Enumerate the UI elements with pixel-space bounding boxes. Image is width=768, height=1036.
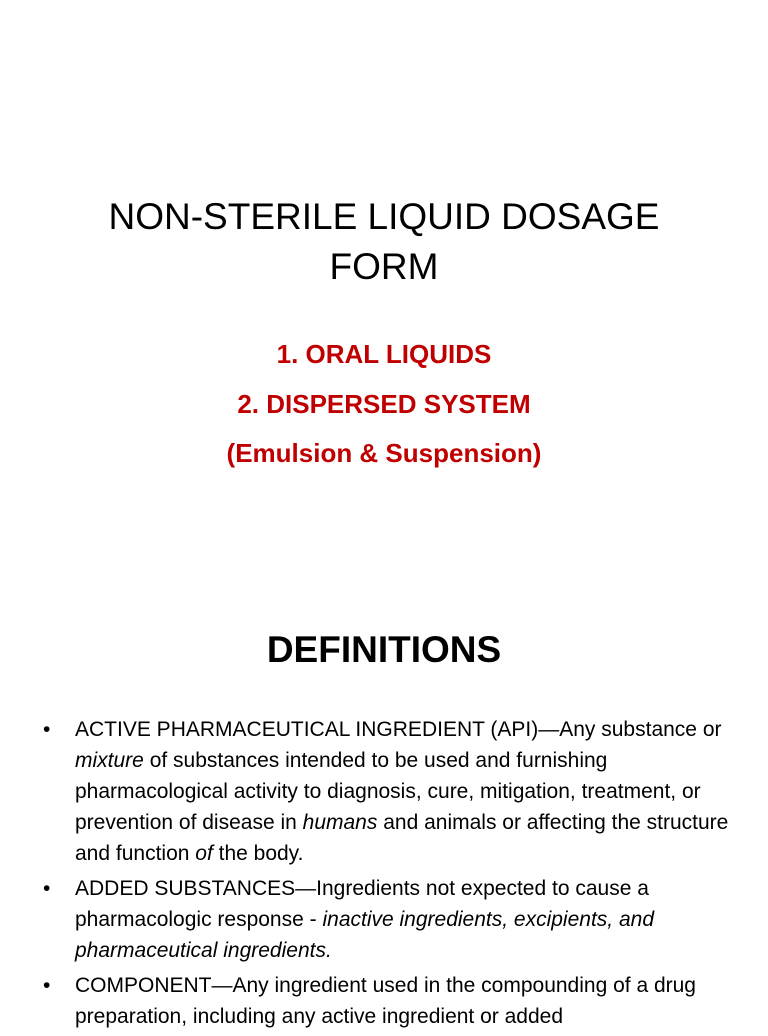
definition-added-substances: [43, 873, 738, 966]
definition-text: ADDED SUBSTANCES—Ingredients not expected to cause a pharmacologic response -: [75, 877, 649, 931]
slide-definitions: [0, 570, 768, 1028]
bullet-icon: •: [43, 718, 51, 741]
subtitle-list: [0, 330, 768, 479]
subtitle-item-emulsion-suspension: (Emulsion & Suspension): [226, 438, 542, 468]
definitions-heading: DEFINITIONS: [266, 629, 502, 670]
bullet-icon: •: [43, 877, 51, 900]
definition-italic: of: [195, 842, 213, 865]
subtitle-item-dispersed-system: 2. DISPERSED SYSTEM: [237, 388, 531, 419]
definition-component: [43, 970, 738, 1032]
slide-title-heading: NON-STERILE LIQUID DOSAGE FORM: [108, 196, 660, 287]
definition-italic: mixture: [75, 749, 144, 772]
definition-text: of substances intended to be used and furnishing pharmacological activity to diagnosis, cure, mitigation, treatment, or prevention of disease in: [75, 749, 701, 834]
definition-text: and animals or affecting the structure and function: [75, 811, 729, 865]
definition-text: ACTIVE PHARMACEUTICAL INGREDIENT (API)—Any substance or: [75, 718, 722, 741]
definition-italic: humans: [302, 811, 378, 834]
definition-text: the body.: [212, 842, 304, 865]
definition-text: COMPONENT—Any ingredient used in the compounding of a drug preparation, including any active ingredient or added: [75, 974, 696, 1028]
definition-italic: inactive ingredients, excipients, and pharmaceutical ingredients.: [75, 908, 654, 962]
definitions-list: [43, 714, 738, 1036]
bullet-icon: •: [43, 974, 51, 997]
subtitle-item-oral-liquids: 1. ORAL LIQUIDS: [276, 339, 492, 369]
definition-api: [43, 714, 738, 869]
